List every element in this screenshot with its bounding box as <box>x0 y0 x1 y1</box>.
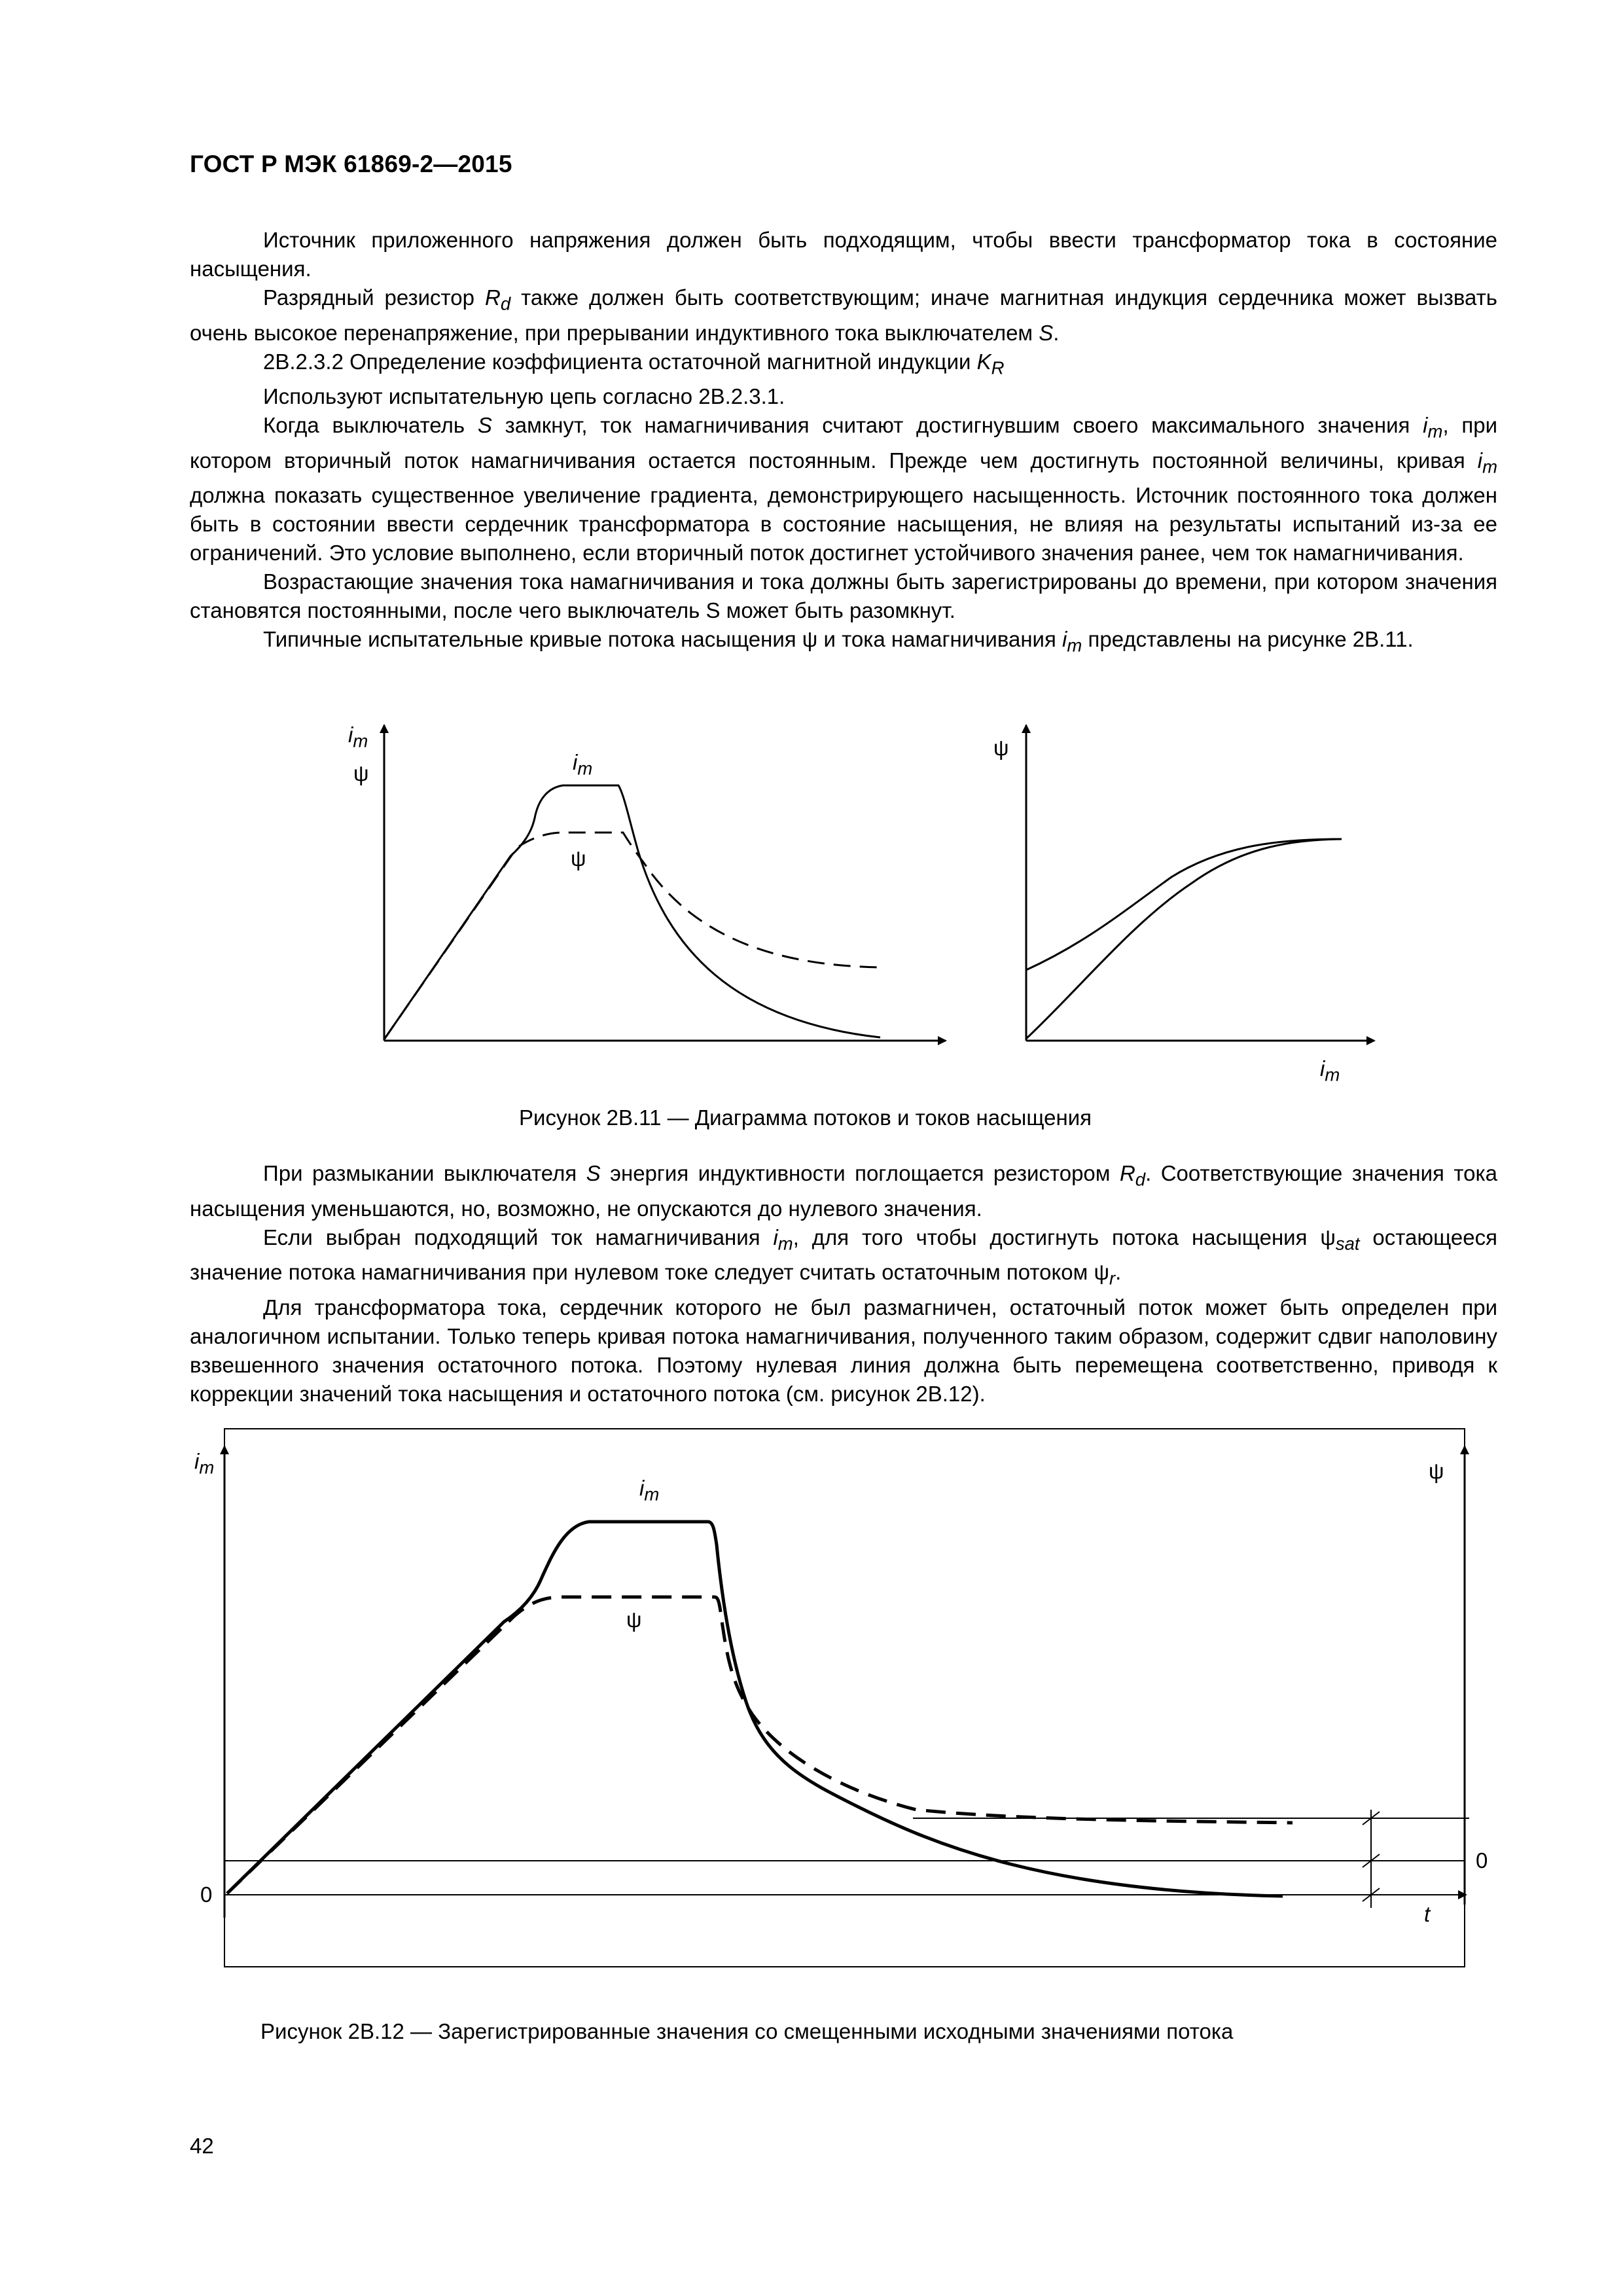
paragraph: Разрядный резистор $R_d$ также должен быть соответствующим; иначе магнитная индукция сердечника может вызвать очень высокое перенапряжение, при прерывании индуктивного тока выключателем S. <box>190 285 1497 345</box>
fig11-left-curve-label-im: $i_m$ <box>573 750 593 779</box>
text-block-middle <box>190 1159 1497 1408</box>
fig12-curve-im <box>227 1522 1283 1896</box>
left-curve-im <box>384 785 880 1039</box>
right-curve-upper <box>1026 839 1342 970</box>
fig12-zero-right: 0 <box>1476 1848 1488 1873</box>
document-header: ГОСТ Р МЭК 61869-2—2015 <box>190 151 512 177</box>
fig11-left-curve-label-psi: ψ <box>571 846 586 870</box>
fig12-ylabel-psi: ψ <box>1429 1459 1444 1483</box>
paragraph: Типичные испытательные кривые потока насыщения ψ и тока намагничивания $i_m$ представлены на рисунке 2В.11. <box>263 627 1414 656</box>
fig11-left-ylabel-im: $i_m$ <box>348 723 368 751</box>
fig11-right-xlabel-im: $i_m$ <box>1320 1056 1340 1085</box>
page-number: 42 <box>190 2134 214 2158</box>
paragraph: Используют испытательную цепь согласно 2В.2.3.1. <box>263 384 785 409</box>
left-curve-psi <box>384 833 880 1039</box>
fig11-caption: Рисунок 2В.11 — Диаграмма потоков и токов насыщения <box>519 1105 1092 1130</box>
fig12-curve-psi <box>227 1597 1293 1893</box>
fig11-left-ylabel-psi: ψ <box>353 761 369 785</box>
figure-2b12-frame <box>224 1429 1465 1967</box>
paragraph: Когда выключатель S замкнут, ток намагничивания считают достигнувшим своего максимального значения $i_m$, при котором вторичный поток намагничивания остается постоянным. Прежде чем достигнуть постоянной величины, кривая $i_m$ должна показать существенное увеличение градиента, демонстрирующего насыщенность. Источник постоянного тока должен быть в состоянии ввести сердечник трансформатора в состояние насыщения, не влияя на результаты испытаний из-за ее ограничений. Это условие выполнено, если вторичный поток достигнет устойчивого значения ранее, чем ток намагничивания. <box>190 413 1498 565</box>
fig12-xlabel-t: t <box>1424 1902 1431 1926</box>
fig12-curve-label-im: $i_m$ <box>639 1476 660 1505</box>
paragraph: Для трансформатора тока, сердечник которого не был размагничен, остаточный поток может быть определен при аналогичном испытании. Только теперь кривая потока намагничивания, полученного таким образом, содержит сдвиг наполовину взвешенного значения остаточного потока. Поэтому нулевая линия должна быть перемещена соответственно, приводя к коррекции значений тока насыщения и остаточного потока (см. рисунок 2В.12). <box>190 1295 1497 1406</box>
fig12-ylabel-im: $i_m$ <box>194 1449 215 1478</box>
fig11-right-ylabel-psi: ψ <box>993 736 1009 760</box>
section-heading: 2В.2.3.2 Определение коэффициента остаточной магнитной индукции $K_R$ <box>263 349 1005 378</box>
fig12-caption: Рисунок 2В.12 — Зарегистрированные значения со смещенными исходными значениями потока <box>260 2019 1234 2043</box>
paragraph: При размыкании выключателя S энергия индуктивности поглощается резистором $R_d$. Соответствующие значения тока насыщения уменьшаются, но, возможно, не опускаются до нулевого значения. <box>190 1161 1497 1221</box>
paragraph: Если выбран подходящий ток намагничивания $i_m$, для того чтобы достигнуть потока насыщения $\psi_{sat}$ остающееся значение потока намагничивания при нулевом токе следует считать остаточным потоком $\psi_r$. <box>190 1225 1497 1289</box>
paragraph: Источник приложенного напряжения должен быть подходящим, чтобы ввести трансформатор тока в состояние насыщения. <box>190 228 1497 281</box>
paragraph: Возрастающие значения тока намагничивания и тока должны быть зарегистрированы до времени, при котором значения становятся постоянными, после чего выключатель S может быть разомкнут. <box>190 569 1497 623</box>
fig12-zero-left: 0 <box>200 1882 213 1907</box>
fig12-curve-label-psi: ψ <box>626 1607 642 1632</box>
